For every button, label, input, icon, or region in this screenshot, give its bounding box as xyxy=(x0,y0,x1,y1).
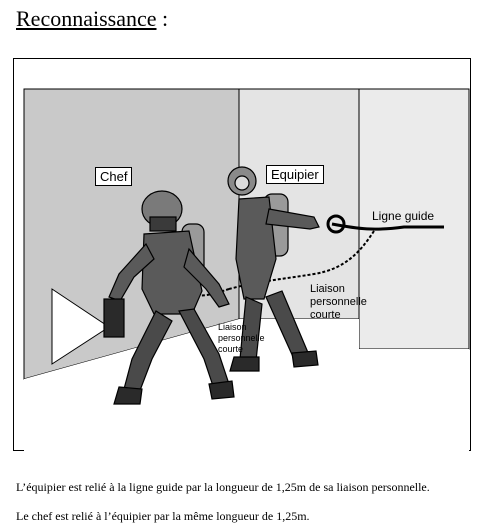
label-liaison-right xyxy=(310,283,367,322)
title-suffix: : xyxy=(156,6,169,31)
liaison-left-line-3: courte xyxy=(218,344,244,354)
label-chef: Chef xyxy=(95,167,132,186)
liaison-right-line-3: courte xyxy=(310,309,341,321)
paragraph-2: Le chef est relié à l’équipier par la même longueur de 1,25m. xyxy=(16,509,310,523)
paragraph-1: L’équipier est relié à la ligne guide par la longueur de 1,25m de sa liaison personnelle. xyxy=(16,480,430,494)
illustration-frame xyxy=(13,58,471,451)
label-liaison-left xyxy=(218,322,265,355)
liaison-left-line-1: Liaison xyxy=(218,322,247,332)
liaison-right-line-2: personnelle xyxy=(310,296,367,308)
firefighter-illustration xyxy=(14,59,472,452)
page-title xyxy=(16,6,168,32)
liaison-left-line-2: personnelle xyxy=(218,333,265,343)
title-text: Reconnaissance xyxy=(16,6,157,31)
label-equipier: Equipier xyxy=(266,165,324,184)
liaison-right-line-1: Liaison xyxy=(310,283,345,295)
label-ligne-guide: Ligne guide xyxy=(372,209,435,223)
